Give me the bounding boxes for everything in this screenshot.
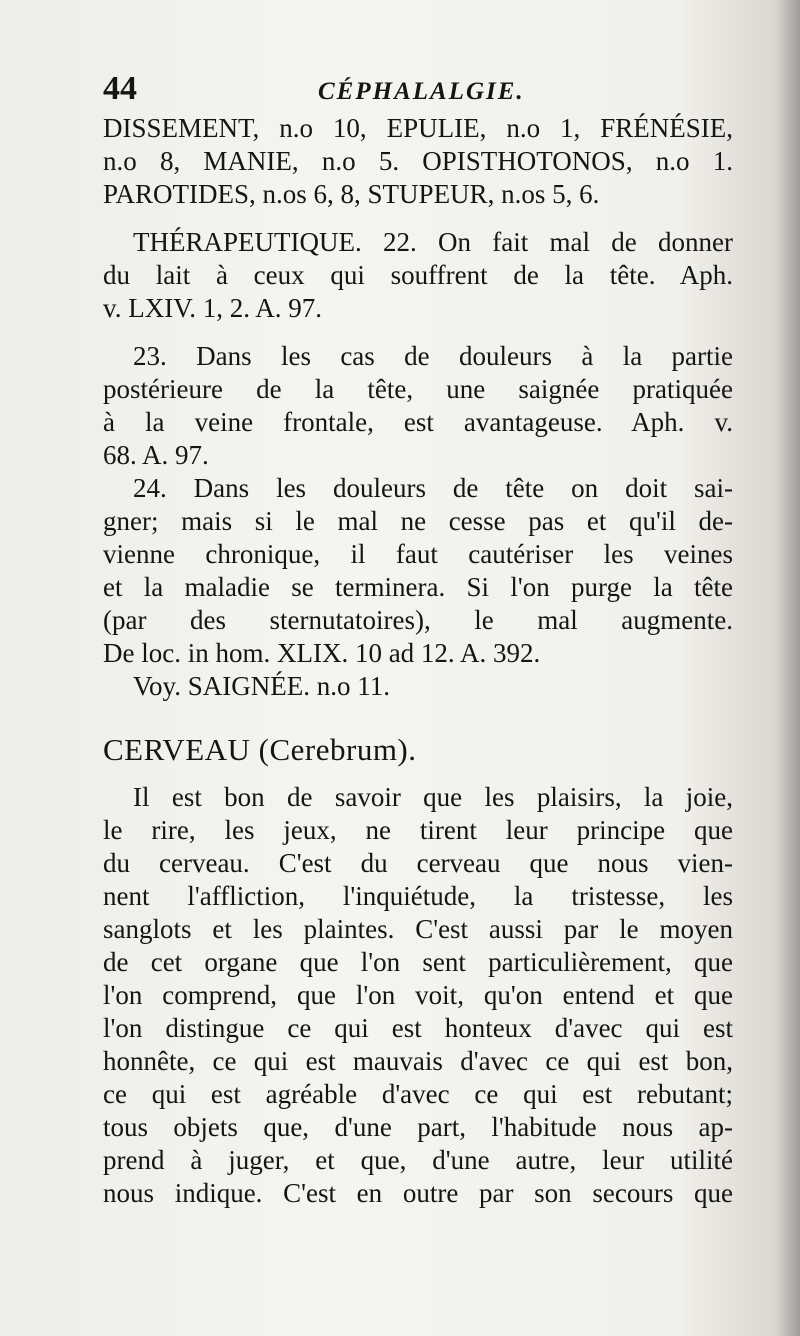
text-line: du lait à ceux qui souffrent de la tête. Aph. [103,260,733,290]
text-line: du cerveau. C'est du cerveau que nous vien- [103,848,733,878]
text-line: n.o 8, MANIE, n.o 5. OPISTHOTONOS, n.o 1. [103,146,733,176]
text-line: nous indique. C'est en outre par son secours que [103,1178,733,1208]
text-line: De loc. in hom. XLIX. 10 ad 12. A. 392. [103,638,541,668]
text-line: tous objets que, d'une part, l'habitude nous ap- [103,1112,733,1142]
text-line: Voy. SAIGNÉE. n.o 11. [133,671,391,701]
text-line: honnête, ce qui est mauvais d'avec ce qui est bon, [103,1046,733,1076]
running-head: CÉPHALALGIE. [318,78,525,105]
text-line: à la veine frontale, est avantageuse. Aph. v. [103,407,733,437]
text-line: l'on comprend, que l'on voit, qu'on entend et que [103,980,733,1010]
text-line: DISSEMENT, n.o 10, EPULIE, n.o 1, FRÉNÉSIE, [103,113,733,143]
text-line: PAROTIDES, n.os 6, 8, STUPEUR, n.os 5, 6. [103,179,600,209]
text-line: 24. Dans les douleurs de tête on doit sai- [133,473,733,503]
text-line: et la maladie se terminera. Si l'on purge la tête [103,572,733,602]
text-line: postérieure de la tête, une saignée pratiquée [103,374,733,404]
text-line: nent l'affliction, l'inquiétude, la tristesse, les [103,881,733,911]
section-heading: CERVEAU (Cerebrum). [103,732,417,767]
text-line: (par des sternutatoires), le mal augmente. [103,605,733,635]
text-line: Il est bon de savoir que les plaisirs, la joie, [133,782,733,812]
text-line: v. LXIV. 1, 2. A. 97. [103,293,323,323]
text-line: de cet organe que l'on sent particulièrement, que [103,947,733,977]
text-line: 68. A. 97. [103,440,209,470]
text-line: le rire, les jeux, ne tirent leur principe que [103,815,733,845]
text-line: gner; mais si le mal ne cesse pas et qu'il de- [103,506,733,536]
text-line: THÉRAPEUTIQUE. 22. On fait mal de donner [133,227,733,257]
text-line: vienne chronique, il faut cautériser les veines [103,539,733,569]
text-line: prend à juger, et que, d'une autre, leur utilité [103,1145,733,1175]
text-line: 23. Dans les cas de douleurs à la partie [133,341,733,371]
text-line: ce qui est agréable d'avec ce qui est rebutant; [103,1079,733,1109]
body-text [103,112,733,1210]
page-number: 44 [103,70,137,107]
text-line: sanglots et les plaintes. C'est aussi par le moyen [103,914,733,944]
text-line: l'on distingue ce qui est honteux d'avec qui est [103,1013,733,1043]
